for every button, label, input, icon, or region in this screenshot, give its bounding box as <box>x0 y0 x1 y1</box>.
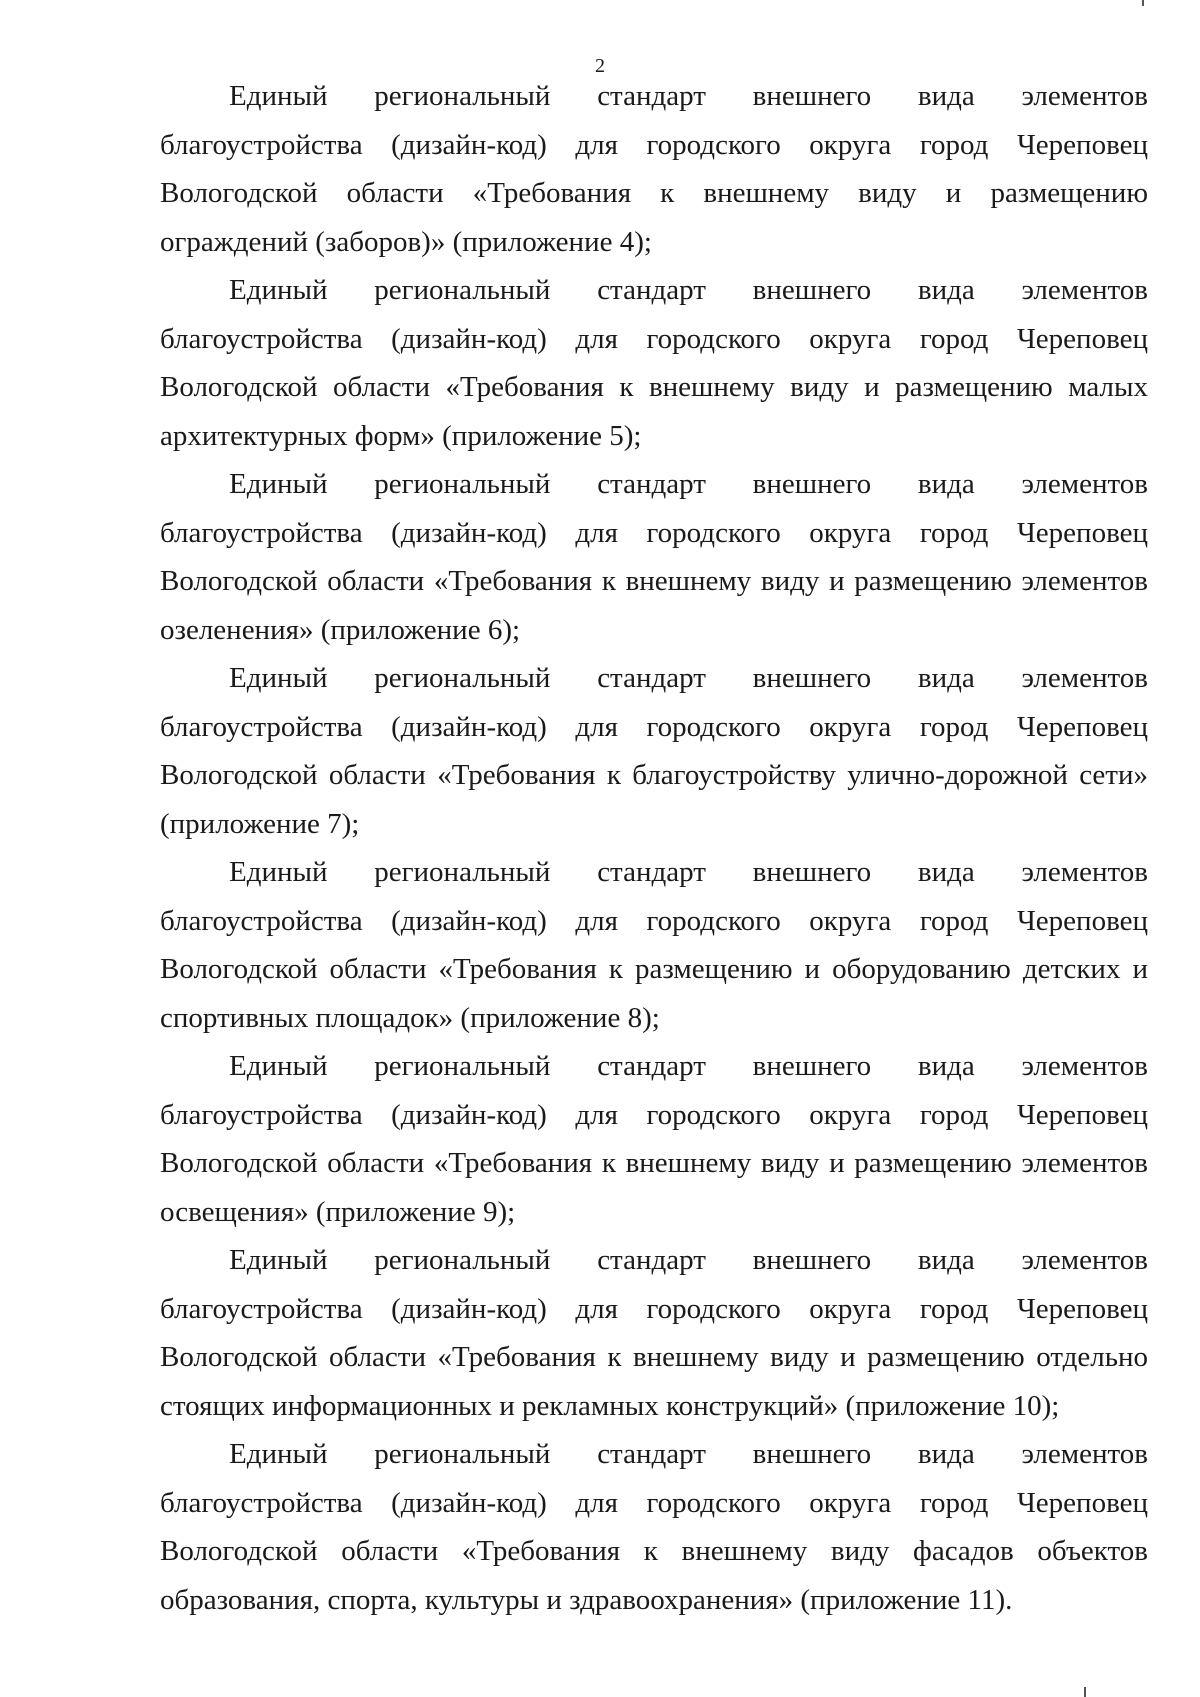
paragraph-appendix-4: Единый региональный стандарт внешнего вида элементов благоустройства (дизайн-код) для городского округа город Череповец Вологодской области «Требования к внешнему виду и размещению ограждений (заборов)» (приложение 4); <box>160 80 1148 258</box>
paragraph-appendix-9: Единый региональный стандарт внешнего вида элементов благоустройства (дизайн-код) для городского округа город Череповец Вологодской области «Требования к внешнему виду и размещению элементов освещения» (приложение 9); <box>160 1050 1148 1228</box>
paragraph-appendix-5: Единый региональный стандарт внешнего вида элементов благоустройства (дизайн-код) для городского округа город Череповец Вологодской области «Требования к внешнему виду и размещению малых архитектурных форм» (приложение 5); <box>160 274 1148 452</box>
paragraph-appendix-11: Единый региональный стандарт внешнего вида элементов благоустройства (дизайн-код) для городского округа город Череповец Вологодской области «Требования к внешнему виду фасадов объектов образования, спорта, культуры и здравоохранения» (приложение 11). <box>160 1438 1148 1616</box>
paragraph-appendix-10: Единый региональный стандарт внешнего вида элементов благоустройства (дизайн-код) для городского округа город Череповец Вологодской области «Требования к внешнему виду и размещению отдельно стоящих информационных и рекламных конструкций» (приложение 10); <box>160 1244 1148 1422</box>
paragraph-appendix-8: Единый региональный стандарт внешнего вида элементов благоустройства (дизайн-код) для городского округа город Череповец Вологодской области «Требования к размещению и оборудованию детских и спортивных площадок» (приложение 8); <box>160 856 1148 1034</box>
scan-mark-bottom <box>1084 1687 1086 1697</box>
scan-mark-top <box>1142 0 1144 6</box>
paragraph-appendix-6: Единый региональный стандарт внешнего вида элементов благоустройства (дизайн-код) для городского округа город Череповец Вологодской области «Требования к внешнему виду и размещению элементов озеленения» (приложение 6); <box>160 468 1148 646</box>
page-number: 2 <box>595 55 605 77</box>
paragraph-appendix-7: Единый региональный стандарт внешнего вида элементов благоустройства (дизайн-код) для городского округа город Череповец Вологодской области «Требования к благоустройству улично-дорожной сети» (приложение 7); <box>160 662 1148 840</box>
document-body <box>160 72 1148 1624</box>
